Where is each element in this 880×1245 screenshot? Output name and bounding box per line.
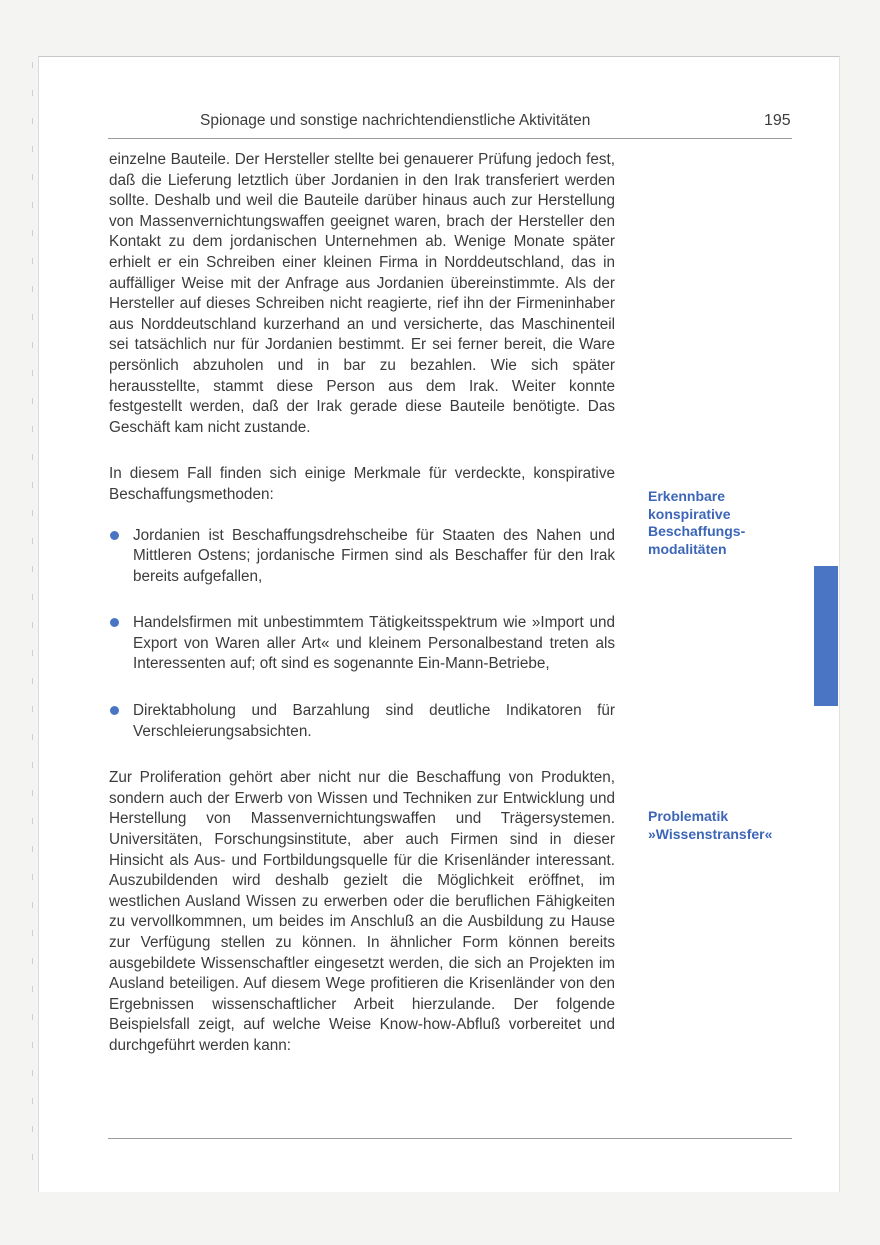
bullet-text: Jordanien ist Beschaffungsdrehscheibe für Staaten des Nahen und Mittleren Ostens; jordanische Firmen sind als Beschaffer für den Irak bereits aufgefallen, xyxy=(133,526,615,585)
bullet-item xyxy=(109,526,615,588)
bullet-text: Handelsfirmen mit unbestimmtem Tätigkeitsspektrum wie »Import und Export von Waren aller Art« und kleinem Personalbestand treten als Interessenten auf; oft sind es sogenannte Ein-Mann-Betriebe, xyxy=(133,614,615,673)
margin-note-line: Problematik xyxy=(648,808,729,824)
bullet-list xyxy=(109,526,615,743)
margin-note-line: modalitäten xyxy=(648,540,727,557)
body-paragraph-3: Zur Proliferation gehört aber nicht nur die Beschaffung von Produkten, sondern auch der Erwerb von Wissen und Techniken zur Entwicklung und Herstellung von Massenvernichtungswaffen und Trägersystemen. Universitäten, Forschungsinstitute, aber auch Firmen sind in dieser Hinsicht als Aus- und Fortbildungsquelle für die Krisenländer interessant. Auszubildenden wird deshalb gezielt die Möglichkeit eröffnet, im westlichen Ausland Wissen zu erwerben oder die beruflichen Fähigkeiten zu vervollkommnen, um beides im Anschluß an die Ausbildung zu Hause zur Verfügung stellen zu können. In ähnlicher Form können bereits ausgebildete Wissenschaftler eingesetzt werden, die sich an Projekten im Ausland beteiligen. Auf diesem Wege profitieren die Krisenländer von den Ergebnissen wissenschaftlicher Arbeit hierzulande. Der folgende Beispielsfall zeigt, auf welche Weise Know-how-Abfluß vorbereitet und durchgeführt werden kann: xyxy=(109,769,615,1054)
bullet-item xyxy=(109,613,615,675)
bullet-item xyxy=(109,701,615,742)
bullet-text: Direktabholung und Barzahlung sind deutliche Indikatoren für Verschleierungsabsichten. xyxy=(133,702,615,740)
running-header-title: Spionage und sonstige nachrichtendienstliche Aktivitäten xyxy=(200,112,591,129)
margin-note-konspirative xyxy=(648,488,798,558)
bullet-dot-icon xyxy=(110,531,119,540)
margin-note-line: Erkennbare xyxy=(648,488,726,504)
margin-note-wissenstransfer xyxy=(648,808,798,843)
page-number: 195 xyxy=(764,112,791,129)
chapter-tab-marker xyxy=(814,566,838,706)
margin-note-line: »Wissenstransfer« xyxy=(648,825,773,842)
header-rule xyxy=(108,138,792,139)
margin-note-line: konspirative xyxy=(648,505,731,522)
footer-rule xyxy=(108,1138,792,1139)
bullet-dot-icon xyxy=(110,618,119,627)
scan-edge-marks xyxy=(32,62,33,1182)
body-paragraph-1: einzelne Bauteile. Der Hersteller stellte bei genauerer Prüfung jedoch fest, daß die Lieferung letztlich über Jordanien in den Irak transferiert werden sollte. Deshalb und weil die Bauteile darüber hinaus auch zur Herstellung von Massenvernichtungswaffen geeignet waren, brach der Hersteller den Kontakt zu dem jordanischen Unternehmen ab. Wenige Monate später erhielt er ein Schreiben einer kleinen Firma in Norddeutschland, das in auffälliger Weise mit der Anfrage aus Jordanien übereinstimmte. Als der Hersteller auf dieses Schreiben nicht reagierte, rief ihn der Firmeninhaber aus Norddeutschland kurzerhand an und versicherte, das Maschinenteil sei tatsächlich nur für Jordanien bestimmt. Er sei ferner bereit, die Ware persönlich abzuholen und in bar zu bezahlen. Wie sich später herausstellte, stammt diese Person aus dem Irak. Weiter konnte festgestellt werden, daß der Irak gerade diese Bauteile benötigte. Das Geschäft kam nicht zustande. xyxy=(109,151,615,436)
body-paragraph-2: In diesem Fall finden sich einige Merkmale für verdeckte, konspirative Beschaffungsmethoden: xyxy=(109,465,615,503)
main-text-column xyxy=(109,150,615,1057)
margin-note-line: Beschaffungs- xyxy=(648,523,746,539)
bullet-dot-icon xyxy=(110,706,119,715)
